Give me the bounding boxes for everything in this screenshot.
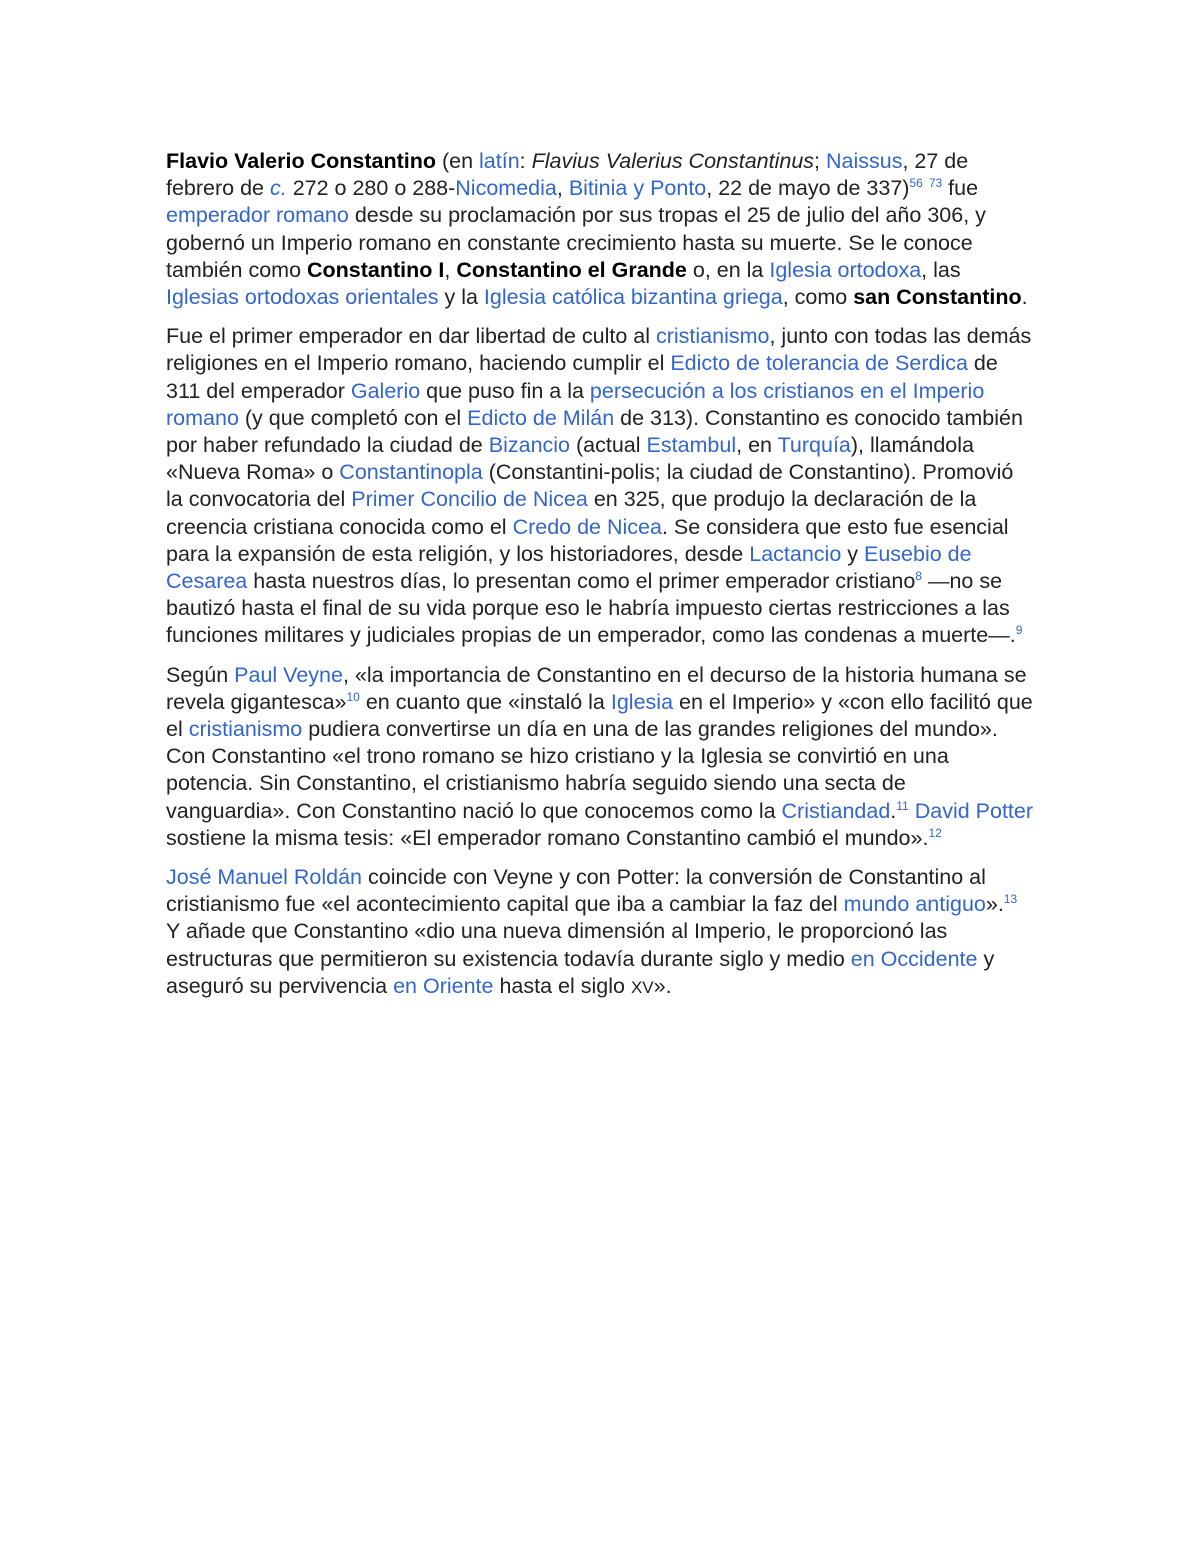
wiki-link[interactable]: Constantinopla	[339, 460, 483, 485]
text-run: , las	[921, 257, 961, 282]
wiki-link[interactable]: Estambul	[646, 433, 737, 458]
wiki-link[interactable]: Iglesia ortodoxa	[769, 257, 922, 282]
text-run: en el Imperio» y «con ello facilitó que el	[166, 689, 1033, 742]
text-run: ».	[653, 973, 672, 998]
wiki-link[interactable]: Paul Veyne	[234, 662, 343, 687]
roman-numeral: XV	[630, 977, 654, 997]
document-body	[166, 148, 1036, 1013]
footnote-reference[interactable]: 13	[1003, 892, 1018, 907]
wiki-link[interactable]: Credo de Nicea	[512, 514, 662, 539]
paragraph-religious-policy	[166, 323, 1036, 649]
text-run: que puso fin a la	[420, 378, 590, 403]
paragraph-veyne-opinion	[166, 662, 1036, 852]
text-run: fue	[942, 176, 979, 201]
wiki-link[interactable]: Turquía	[777, 433, 851, 458]
wiki-link[interactable]: Galerio	[350, 378, 421, 403]
text-run: , como	[782, 285, 854, 310]
wiki-link[interactable]: cristianismo	[188, 717, 303, 742]
text-run: hasta el siglo	[493, 973, 631, 998]
text-run: .	[1021, 285, 1028, 310]
text-run: :	[519, 149, 532, 173]
text-run: 272 o 280 o 288-	[286, 176, 456, 201]
text-run: , en	[736, 433, 778, 458]
text-run: , 27 de febrero de	[166, 149, 969, 201]
wiki-link[interactable]: cristianismo	[655, 324, 770, 349]
wiki-link[interactable]: Nicomedia	[455, 176, 557, 201]
wiki-link[interactable]: Iglesia	[610, 689, 674, 714]
text-run: sostiene la misma tesis: «El emperador romano Constantino cambió el mundo».	[166, 825, 929, 850]
wiki-link[interactable]: Cristiandad	[781, 798, 891, 823]
text-run: de 311 del emperador	[166, 351, 998, 403]
bold-term: Constantino I	[307, 257, 445, 282]
text-run: ,	[444, 257, 457, 282]
wiki-link[interactable]: David Potter	[914, 798, 1034, 823]
text-run: hasta nuestros días, lo presentan como el primer emperador cristiano	[247, 569, 916, 594]
text-run: y la	[438, 285, 484, 310]
wiki-link[interactable]: c.	[269, 176, 287, 201]
paragraph-intro	[166, 148, 1036, 311]
text-run: Y añade que Constantino «dio una nueva dimensión al Imperio, le proporcionó las estructuras que permitieron su existencia todavía durante siglo y medio	[166, 919, 948, 971]
footnote-reference[interactable]: 8	[915, 568, 922, 583]
wiki-link[interactable]: mundo antiguo	[843, 892, 986, 917]
wiki-link[interactable]: en Oriente	[393, 973, 494, 998]
text-run: , «la importancia de Constantino en el decurso de la historia humana se revela gigantesca»	[166, 662, 1027, 714]
wiki-link[interactable]: Lactancio	[749, 541, 842, 566]
wiki-link[interactable]: José Manuel Roldán	[166, 865, 363, 890]
text-run: en 325, que produjo la declaración de la creencia cristiana conocida como el	[166, 487, 977, 539]
text-run: en cuanto que «instaló la	[359, 689, 611, 714]
bold-term: Flavio Valerio Constantino	[166, 149, 436, 173]
footnote-reference[interactable]: 10	[346, 689, 360, 704]
wiki-link[interactable]: Naissus	[826, 149, 903, 173]
wiki-link[interactable]: Iglesia católica bizantina griega	[483, 285, 783, 310]
text-run: de 313). Constantino es conocido también por haber refundado la ciudad de	[166, 405, 1023, 458]
text-run: pudiera convertirse un día en una de las grandes religiones del mundo». Con Constantino «el trono romano se hizo cristiano y la Iglesia se convirtió en una potencia. Sin Constantino, el cristianismo habría seguido siendo una secta de vanguardia». Con Constantino nació lo que conocemos como la	[166, 717, 998, 823]
wiki-link[interactable]: Edicto de tolerancia de Serdica	[670, 351, 968, 376]
text-run: y	[841, 541, 864, 566]
text-run: (y que completó con el	[238, 405, 468, 430]
text-run: ;	[814, 149, 826, 173]
text-run: o, en la	[686, 257, 770, 282]
text-run: ,	[556, 176, 569, 201]
wiki-link[interactable]: persecución a los cristianos en el Imperio romano	[166, 378, 985, 430]
wiki-link[interactable]: Bizancio	[488, 433, 571, 458]
text-run: ».	[985, 892, 1004, 917]
wiki-link[interactable]: Iglesias ortodoxas orientales	[166, 285, 439, 310]
text-run: ), llamándola «Nueva Roma» o	[166, 433, 974, 485]
text-run: (Constantini-polis; la ciudad de Constantino). Promovió la convocatoria del	[166, 460, 1014, 512]
footnote-reference[interactable]: 56	[909, 176, 923, 191]
wiki-link[interactable]: en Occidente	[850, 946, 978, 971]
italic-term: Flavius Valerius Constantinus	[531, 149, 815, 173]
text-run: .	[890, 798, 897, 823]
wiki-link[interactable]: Bitinia y Ponto	[568, 176, 707, 201]
text-run: (en	[436, 149, 480, 173]
wiki-link[interactable]: latín	[479, 149, 520, 173]
text-run: coincide con Veyne y con Potter: la conversión de Constantino al cristianismo fue «el acontecimiento capital que iba a cambiar la faz del	[166, 865, 986, 917]
paragraph-roldan-opinion	[166, 864, 1036, 1001]
text-run: y aseguró su pervivencia	[166, 946, 995, 998]
text-run: —no se bautizó hasta el final de su vida porque eso le habría impuesto ciertas restricciones a las funciones militares y judiciales propias de un emperador, como las condenas a muerte—.	[166, 569, 1016, 648]
wiki-link[interactable]: Edicto de Milán	[467, 405, 615, 430]
footnote-reference[interactable]: 9	[1015, 623, 1023, 638]
text-run: Según	[166, 662, 235, 687]
text-run: Fue el primer emperador en dar libertad de culto al	[166, 324, 656, 349]
text-run: (actual	[570, 433, 647, 458]
bold-term: san Constantino	[853, 285, 1022, 310]
footnote-reference[interactable]: 73	[928, 176, 943, 191]
bold-term: Constantino el Grande	[456, 257, 687, 282]
wiki-link[interactable]: Eusebio de Cesarea	[166, 541, 972, 594]
text-run: desde su proclamación por sus tropas el 25 de julio del año 306, y gobernó un Imperio romano en constante crecimiento hasta su muerte. Se le conoce también como	[166, 203, 986, 282]
text-run: , 22 de mayo de 337)	[706, 176, 910, 201]
footnote-reference[interactable]: 11	[896, 798, 909, 813]
footnote-reference[interactable]: 12	[928, 825, 942, 840]
text-run: . Se considera que esto fue esencial para la expansión de esta religión, y los historiadores, desde	[166, 514, 1009, 566]
wiki-link[interactable]: emperador romano	[166, 203, 349, 228]
wiki-link[interactable]: Primer Concilio de Nicea	[351, 487, 588, 512]
text-run: , junto con todas las demás religiones en el Imperio romano, haciendo cumplir el	[166, 324, 1032, 376]
